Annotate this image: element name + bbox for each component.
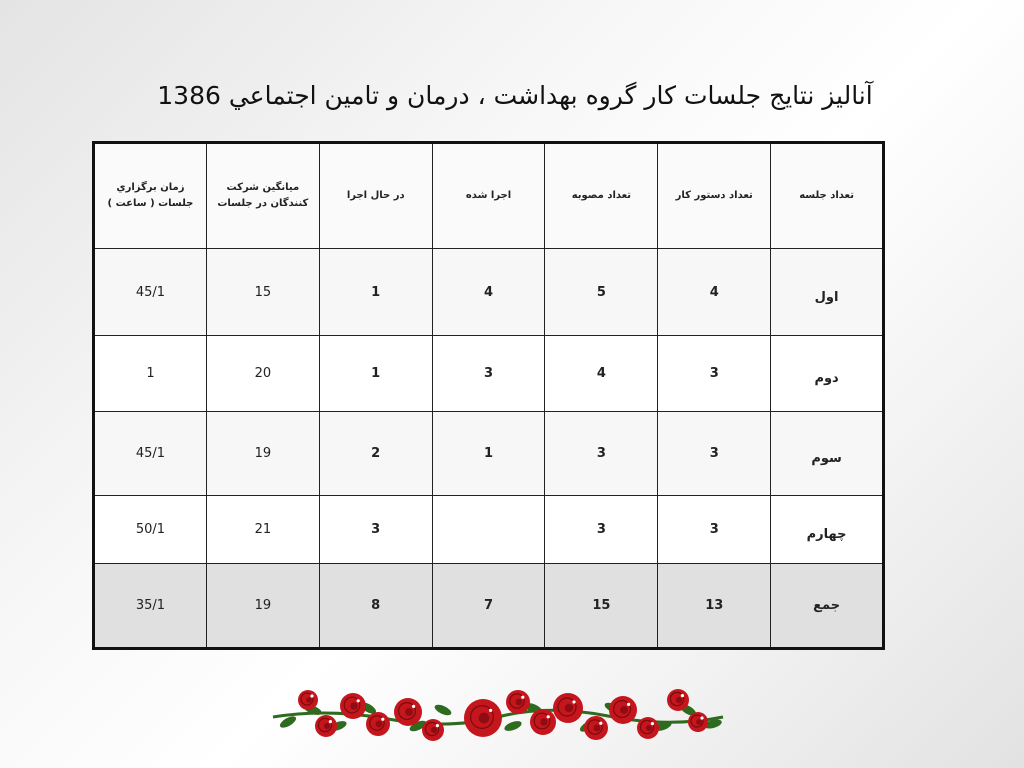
cell-avg-participants: 15 bbox=[206, 249, 319, 336]
rose bbox=[609, 696, 637, 724]
rose bbox=[553, 693, 583, 723]
cell-total-resolutions: 15 bbox=[545, 564, 658, 649]
rose bbox=[506, 690, 530, 714]
cell-agenda: 4 bbox=[658, 249, 771, 336]
cell-resolutions: 3 bbox=[545, 496, 658, 564]
rose bbox=[366, 712, 390, 736]
cell-in-progress: 1 bbox=[319, 249, 432, 336]
cell-resolutions: 5 bbox=[545, 249, 658, 336]
rose bbox=[298, 690, 318, 710]
cell-total-executed: 7 bbox=[432, 564, 545, 649]
cell-agenda: 3 bbox=[658, 336, 771, 412]
cell-in-progress: 2 bbox=[319, 412, 432, 496]
leaf bbox=[503, 719, 523, 733]
header-duration: زمان برگزاري جلسات ( ساعت ) bbox=[94, 143, 207, 249]
cell-duration: 45/1 bbox=[94, 249, 207, 336]
results-table bbox=[92, 141, 885, 650]
cell-avg-participants: 20 bbox=[206, 336, 319, 412]
rose bbox=[530, 709, 556, 735]
leaf bbox=[433, 703, 453, 718]
rose-garland-image bbox=[268, 686, 728, 748]
table-total-row bbox=[94, 564, 884, 649]
cell-session: دوم bbox=[771, 336, 884, 412]
cell-avg-participants: 19 bbox=[206, 412, 319, 496]
cell-executed: 4 bbox=[432, 249, 545, 336]
header-in-progress: در حال اجرا bbox=[319, 143, 432, 249]
table-row bbox=[94, 412, 884, 496]
header-agenda: تعداد دستور کار bbox=[658, 143, 771, 249]
cell-session: سوم bbox=[771, 412, 884, 496]
cell-executed bbox=[432, 496, 545, 564]
cell-avg-participants: 21 bbox=[206, 496, 319, 564]
cell-resolutions: 4 bbox=[545, 336, 658, 412]
cell-session: اول bbox=[771, 249, 884, 336]
rose bbox=[464, 699, 502, 737]
cell-in-progress: 3 bbox=[319, 496, 432, 564]
rose bbox=[315, 715, 337, 737]
table-row bbox=[94, 496, 884, 564]
rose bbox=[422, 719, 444, 741]
header-session: تعداد جلسه bbox=[771, 143, 884, 249]
cell-executed: 1 bbox=[432, 412, 545, 496]
cell-total-duration: 35/1 bbox=[94, 564, 207, 649]
cell-agenda: 3 bbox=[658, 496, 771, 564]
rose bbox=[340, 693, 366, 719]
cell-total-label: جمع bbox=[771, 564, 884, 649]
table-row bbox=[94, 336, 884, 412]
cell-duration: 50/1 bbox=[94, 496, 207, 564]
cell-resolutions: 3 bbox=[545, 412, 658, 496]
cell-total-agenda: 13 bbox=[658, 564, 771, 649]
table-row bbox=[94, 249, 884, 336]
header-avg-participants: ميانگين شرکت کنندگان در جلسات bbox=[206, 143, 319, 249]
cell-session: چهارم bbox=[771, 496, 884, 564]
table-header-row bbox=[94, 143, 884, 249]
rose bbox=[688, 712, 708, 732]
rose bbox=[394, 698, 422, 726]
header-executed: اجرا شده bbox=[432, 143, 545, 249]
rose bbox=[637, 717, 659, 739]
cell-total-in-progress: 8 bbox=[319, 564, 432, 649]
rose bbox=[667, 689, 689, 711]
cell-duration: 45/1 bbox=[94, 412, 207, 496]
page-title: آناليز نتايج جلسات کار گروه بهداشت ، درمان و تامين اجتماعي 1386 bbox=[157, 81, 873, 110]
header-resolutions: تعداد مصوبه bbox=[545, 143, 658, 249]
cell-total-avg-participants: 19 bbox=[206, 564, 319, 649]
cell-agenda: 3 bbox=[658, 412, 771, 496]
cell-executed: 3 bbox=[432, 336, 545, 412]
rose bbox=[584, 716, 608, 740]
cell-duration: 1 bbox=[94, 336, 207, 412]
cell-in-progress: 1 bbox=[319, 336, 432, 412]
